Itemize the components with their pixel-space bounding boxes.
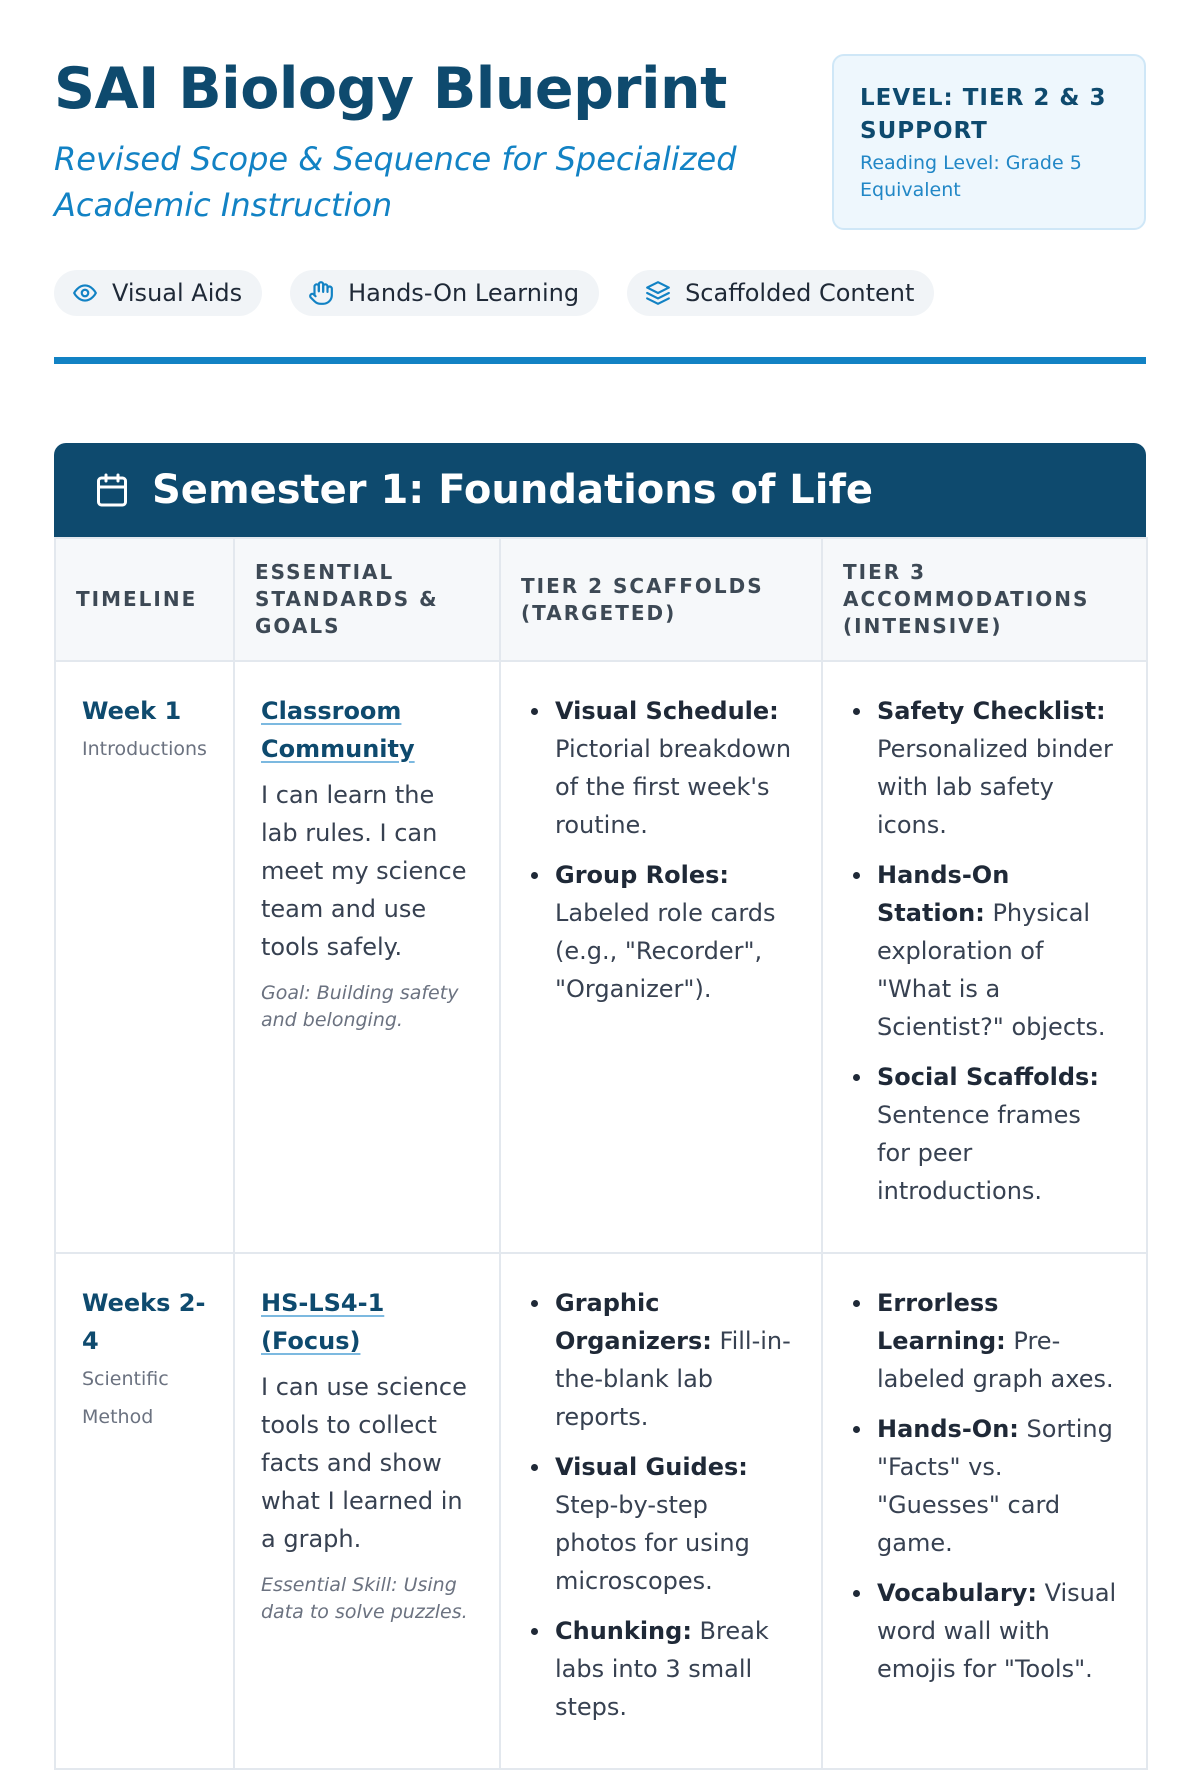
tier3-cell <box>822 1253 1147 1769</box>
standards-cell <box>234 1253 500 1769</box>
list-item <box>877 1574 1120 1688</box>
table-row <box>55 661 1147 1253</box>
list-item <box>877 1058 1120 1210</box>
timeline-cell <box>55 661 234 1253</box>
item-text: Pictorial breakdown of the first week's routine. <box>555 735 792 839</box>
page-subtitle: Revised Scope & Sequence for Specialized Academic Instruction <box>54 140 737 224</box>
tag-hands-on <box>290 270 599 316</box>
table-header-row <box>55 538 1147 661</box>
list-item <box>555 1284 795 1436</box>
tier2-cell <box>500 661 822 1253</box>
list-item <box>555 1448 795 1600</box>
item-label: Safety Checklist: <box>877 697 1106 725</box>
item-label: Visual Schedule: <box>555 697 779 725</box>
standard-note: Essential Skill: Using data to solve puzzles. <box>261 1574 468 1623</box>
week-topic: Scientific Method <box>82 1368 169 1428</box>
item-label: Errorless Learning: <box>877 1289 1006 1355</box>
standards-cell <box>234 661 500 1253</box>
list-item <box>877 692 1120 844</box>
tier3-cell <box>822 661 1147 1253</box>
layers-icon <box>645 280 671 306</box>
tier2-cell <box>500 1253 822 1769</box>
list-item <box>555 1612 795 1726</box>
standard-link[interactable]: HS-LS4-1 (Focus) <box>261 1289 385 1355</box>
tier3-list <box>877 692 1120 1210</box>
tier2-list <box>555 1284 795 1726</box>
item-text: Fill-in-the-blank lab reports. <box>555 1327 791 1431</box>
item-label: Chunking: <box>555 1617 692 1645</box>
item-text: Labeled role cards (e.g., "Recorder", "Organizer"). <box>555 899 776 1003</box>
semester-header <box>54 443 1146 537</box>
tag-label: Scaffolded Content <box>685 279 915 307</box>
item-label: Social Scaffolds: <box>877 1063 1099 1091</box>
list-item <box>555 692 795 844</box>
item-text: Sorting "Facts" vs. "Guesses" card game. <box>877 1415 1113 1557</box>
item-label: Vocabulary: <box>877 1579 1037 1607</box>
week-label: Weeks 2-4 <box>82 1289 206 1355</box>
week-label: Week 1 <box>82 697 182 725</box>
item-text: Pre-labeled graph axes. <box>877 1327 1114 1393</box>
standard-statement: I can use science tools to collect facts and show what I learned in a graph. <box>261 1373 467 1553</box>
tag-label: Visual Aids <box>112 279 243 307</box>
item-label: Hands-On Station: <box>877 861 1010 927</box>
list-item <box>877 856 1120 1046</box>
table-row <box>55 1253 1147 1769</box>
level-card <box>832 54 1146 230</box>
week-topic: Introductions <box>82 738 207 760</box>
item-text: Visual word wall with emojis for "Tools". <box>877 1579 1117 1683</box>
column-header-tier2: TIER 2 SCAFFOLDS (TARGETED) <box>500 538 822 661</box>
list-item <box>877 1284 1120 1398</box>
item-label: Visual Guides: <box>555 1453 748 1481</box>
tag-label: Hands-On Learning <box>348 279 580 307</box>
list-item <box>555 856 795 1008</box>
feature-tags <box>54 270 934 316</box>
item-label: Group Roles: <box>555 861 729 889</box>
page-title: SAI Biology Blueprint <box>54 56 727 122</box>
tier2-list <box>555 692 795 1008</box>
semester-title: Semester 1: Foundations of Life <box>152 467 874 513</box>
item-text: Personalized binder with lab safety icons. <box>877 735 1113 839</box>
page-header <box>54 54 1146 229</box>
item-text: Break labs into 3 small steps. <box>555 1617 769 1721</box>
column-header-timeline: TIMELINE <box>55 538 234 661</box>
tag-visual-aids <box>54 270 262 316</box>
tag-scaffolded <box>627 270 934 316</box>
standard-statement: I can learn the lab rules. I can meet my science team and use tools safely. <box>261 781 467 961</box>
hand-icon <box>308 280 334 306</box>
standard-link[interactable]: Classroom Community <box>261 697 415 763</box>
header-divider <box>54 357 1146 364</box>
level-title: LEVEL: TIER 2 & 3 SUPPORT <box>860 85 1107 144</box>
list-item <box>877 1410 1120 1562</box>
item-label: Hands-On: <box>877 1415 1019 1443</box>
calendar-icon <box>94 471 130 509</box>
timeline-cell <box>55 1253 234 1769</box>
column-header-standards: ESSENTIAL STANDARDS & GOALS <box>234 538 500 661</box>
item-text: Sentence frames for peer introductions. <box>877 1101 1081 1205</box>
item-text: Step-by-step photos for using microscopes. <box>555 1491 750 1595</box>
item-text: Physical exploration of "What is a Scientist?" objects. <box>877 899 1106 1041</box>
scope-sequence-table <box>54 537 1148 1770</box>
tier3-list <box>877 1284 1120 1688</box>
standard-note: Goal: Building safety and belonging. <box>261 982 459 1031</box>
column-header-tier3: TIER 3 ACCOMMODATIONS (INTENSIVE) <box>822 538 1147 661</box>
eye-icon <box>72 280 98 306</box>
item-label: Graphic Organizers: <box>555 1289 712 1355</box>
reading-level: Reading Level: Grade 5 Equivalent <box>860 152 1082 201</box>
